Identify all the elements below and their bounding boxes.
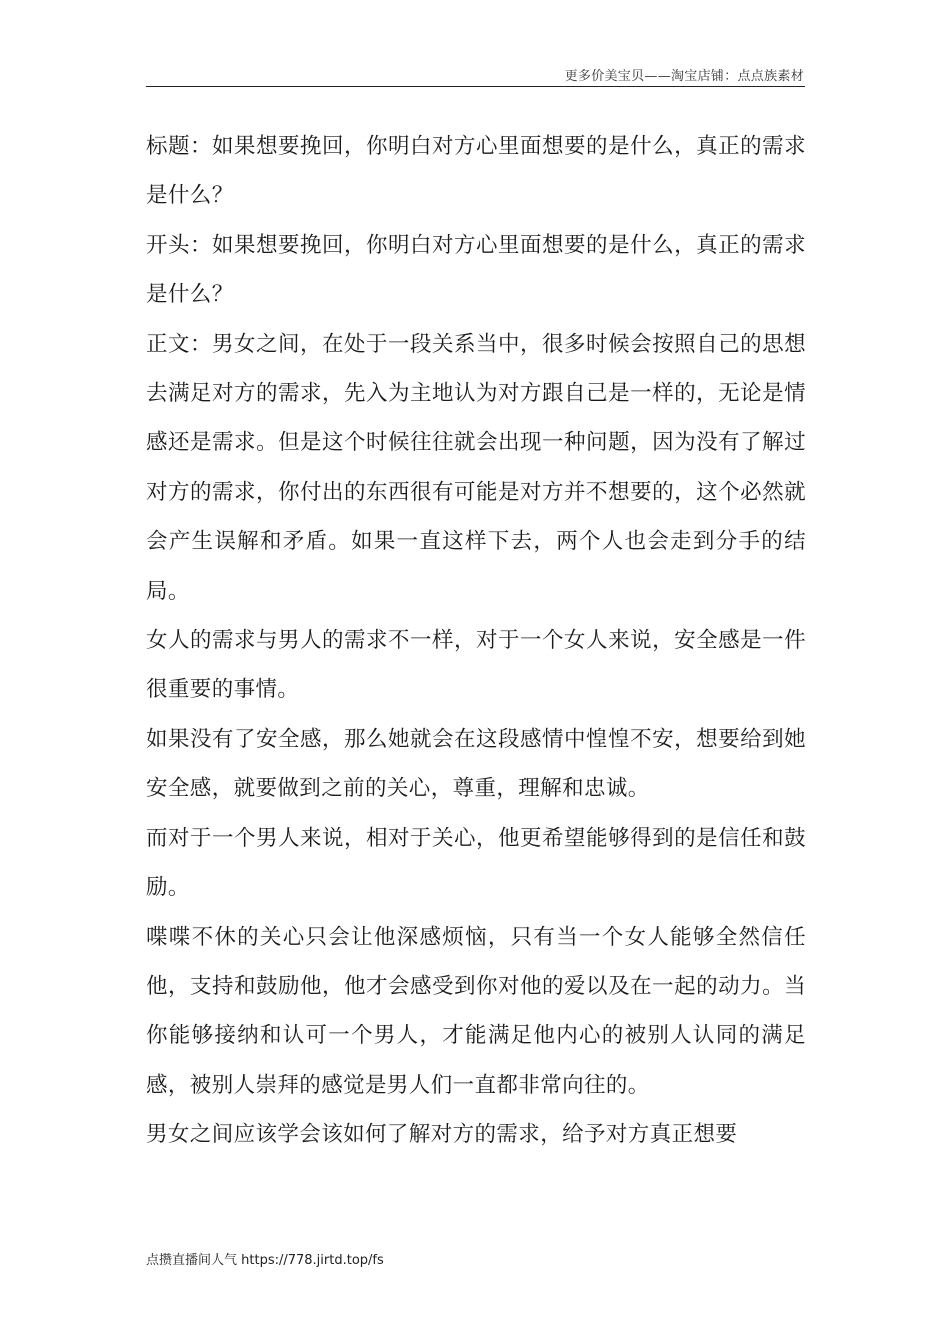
page-footer: 点攒直播间人气 https://778.jirtd.top/fs bbox=[146, 1253, 384, 1268]
paragraph: 喋喋不休的关心只会让他深感烦恼，只有当一个女人能够全然信任他，支持和鼓励他，他才会感受到你对他的爱以及在一起的动力。当你能够接纳和认可一个男人，才能满足他内心的被别人认同的满足感，被别人崇拜的感觉是男人们一直都非常向往的。 bbox=[146, 924, 806, 1098]
paragraph: 女人的需求与男人的需求不一样，对于一个女人来说，安全感是一件很重要的事情。 bbox=[146, 628, 806, 703]
paragraph: 而对于一个男人来说，相对于关心，他更希望能够得到的是信任和鼓励。 bbox=[146, 825, 806, 901]
paragraph-main: 正文：男女之间，在处于一段关系当中，很多时候会按照自己的思想去满足对方的需求，先入为主地认为对方跟自己是一样的，无论是情感还是需求。但是这个时候往往就会出现一种问题，因为没有了解过对方的需求，你付出的东西很有可能是对方并不想要的，这个必然就会产生误解和矛盾。如果一直这样下去，两个人也会走到分手的结局。 bbox=[146, 331, 806, 604]
page-header: 更多价美宝贝——淘宝店铺：点点族素材 bbox=[564, 69, 804, 84]
paragraph-opening: 开头：如果想要挽回，你明白对方心里面想要的是什么，真正的需求是什么？ bbox=[146, 232, 806, 308]
document-body bbox=[146, 122, 806, 1160]
paragraph: 如果没有了安全感，那么她就会在这段感情中惶惶不安，想要给到她安全感，就要做到之前的关心，尊重，理解和忠诚。 bbox=[146, 726, 806, 802]
header-divider bbox=[146, 86, 805, 87]
paragraph: 男女之间应该学会该如何了解对方的需求，给予对方真正想要 bbox=[146, 1122, 738, 1148]
paragraph-title: 标题：如果想要挽回，你明白对方心里面想要的是什么，真正的需求是什么？ bbox=[146, 134, 806, 209]
